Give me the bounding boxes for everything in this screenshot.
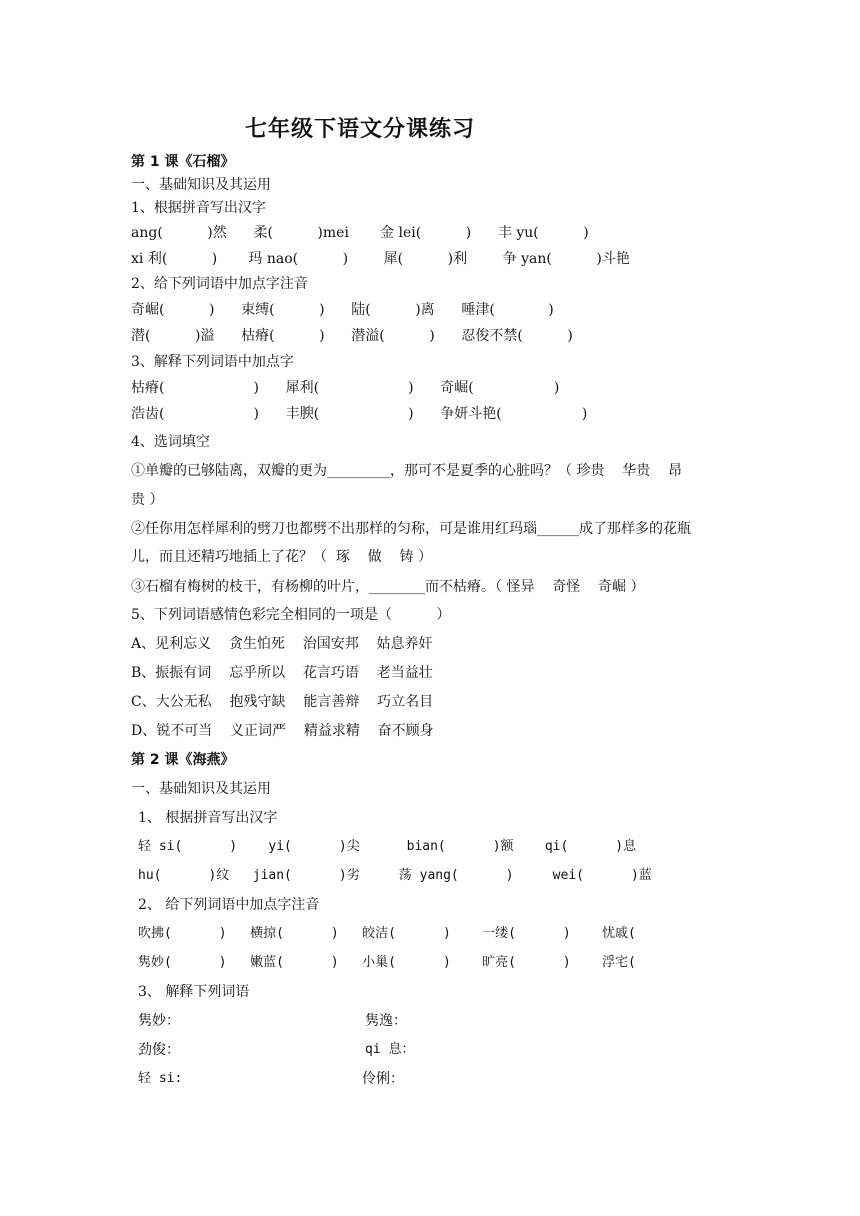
lesson-1-q5-option-a: A、见利忘义 贪生怕死 治国安邦 姑息养奸 <box>131 636 433 652</box>
lesson-2-q2-title: 2、 给下列词语中加点字注音 <box>138 897 320 913</box>
lesson-2-q3-row1-right: 隽逸： <box>365 1013 407 1029</box>
lesson-1-q4-title: 4、选词填空 <box>131 434 210 450</box>
lesson-1-q3-title: 3、解释下列词语中加点字 <box>131 354 294 370</box>
page-title: 七年级下语文分课练习 <box>245 117 476 142</box>
lesson-1-q1-row2: xi 利( ) 玛 nao( ) 犀( )利 争 yan( )斗艳 <box>131 251 630 267</box>
lesson-1-q5-title: 5、下列词语感情色彩完全相同的一项是（ ） <box>131 607 451 623</box>
lesson-1-q3-row2: 浩齿( ) 丰腴( ) 争妍斗艳( ) <box>131 406 588 422</box>
lesson-2-q3-row3-left: 轻 si: <box>138 1071 183 1086</box>
lesson-2-q2-row2: 隽妙( ) 嫩蓝( ) 小巢( ) 旷亮( ) 浮宅( <box>138 955 636 970</box>
lesson-2-q3-row1-left: 隽妙： <box>138 1013 180 1029</box>
lesson-1-q2-title: 2、给下列词语中加点字注音 <box>131 276 308 292</box>
lesson-2-section: 一、基础知识及其运用 <box>131 781 271 797</box>
lesson-1-q4-item1b: 贵 ） <box>131 492 164 508</box>
lesson-2-q3-row2-left: 劲俊： <box>138 1042 180 1058</box>
lesson-2-q2-row1: 吹拂( ) 横掠( ) 皎洁( ) 一缕( ) 忧戚( <box>138 926 636 941</box>
lesson-1-q1-row1: ang( )然 柔( )mei 金 lei( ) 丰 yu( ) <box>131 225 589 241</box>
lesson-2-q1-title: 1、 根据拼音写出汉字 <box>138 810 278 826</box>
lesson-2-q1-row1: 轻 si( ) yi( )尖 bian( )额 qi( )息 <box>138 839 637 854</box>
lesson-1-q2-row2: 潜( )溢 枯瘠( ) 潜溢( ) 忍俊不禁( ) <box>131 328 573 344</box>
lesson-1-q3-row1: 枯瘠( ) 犀利( ) 奇崛( ) <box>131 380 560 396</box>
lesson-1-q4-item2a: ②任你用怎样犀利的劈刀也都劈不出那样的匀称，可是谁用红玛瑙______成了那样多的花瓶 <box>131 521 691 537</box>
lesson-1-q5-option-b: B、振振有词 忘乎所以 花言巧语 老当益壮 <box>131 665 433 681</box>
lesson-1-q4-item1a: ①单瓣的已够陆离，双瓣的更为_________，那可不是夏季的心脏吗？（ 珍贵 华贵 昂 <box>131 463 683 479</box>
lesson-2-heading: 第 2 课《海燕》 <box>131 752 235 768</box>
lesson-1-q5-option-d: D、锐不可当 义正词严 精益求精 奋不顾身 <box>131 723 434 739</box>
lesson-1-q4-item3: ③石榴有梅树的枝干，有杨柳的叶片，________而不枯瘠。（ 怪异 奇怪 奇崛 ） <box>131 579 645 595</box>
lesson-1-heading: 第 1 课《石榴》 <box>131 154 235 170</box>
lesson-1-q5-option-c: C、大公无私 抱残守缺 能言善辩 巧立名目 <box>131 694 434 710</box>
lesson-1-q1-title: 1、根据拼音写出汉字 <box>131 200 266 216</box>
lesson-2-q3-row2-right: qi 息： <box>365 1042 415 1057</box>
lesson-1-section: 一、基础知识及其运用 <box>131 177 271 193</box>
lesson-2-q3-row3-right: 伶俐： <box>362 1071 404 1087</box>
lesson-1-q4-item2b: 儿，而且还精巧地插上了花？（ 琢 做 铸 ） <box>131 549 432 565</box>
lesson-2-q1-row2: hu( )纹 jian( )劣 荡 yang( ) wei( )蓝 <box>138 868 652 883</box>
lesson-1-q2-row1: 奇崛( ) 束缚( ) 陆( )离 唾津( ) <box>131 302 554 318</box>
lesson-2-q3-title: 3、 解释下列词语 <box>138 984 250 1000</box>
